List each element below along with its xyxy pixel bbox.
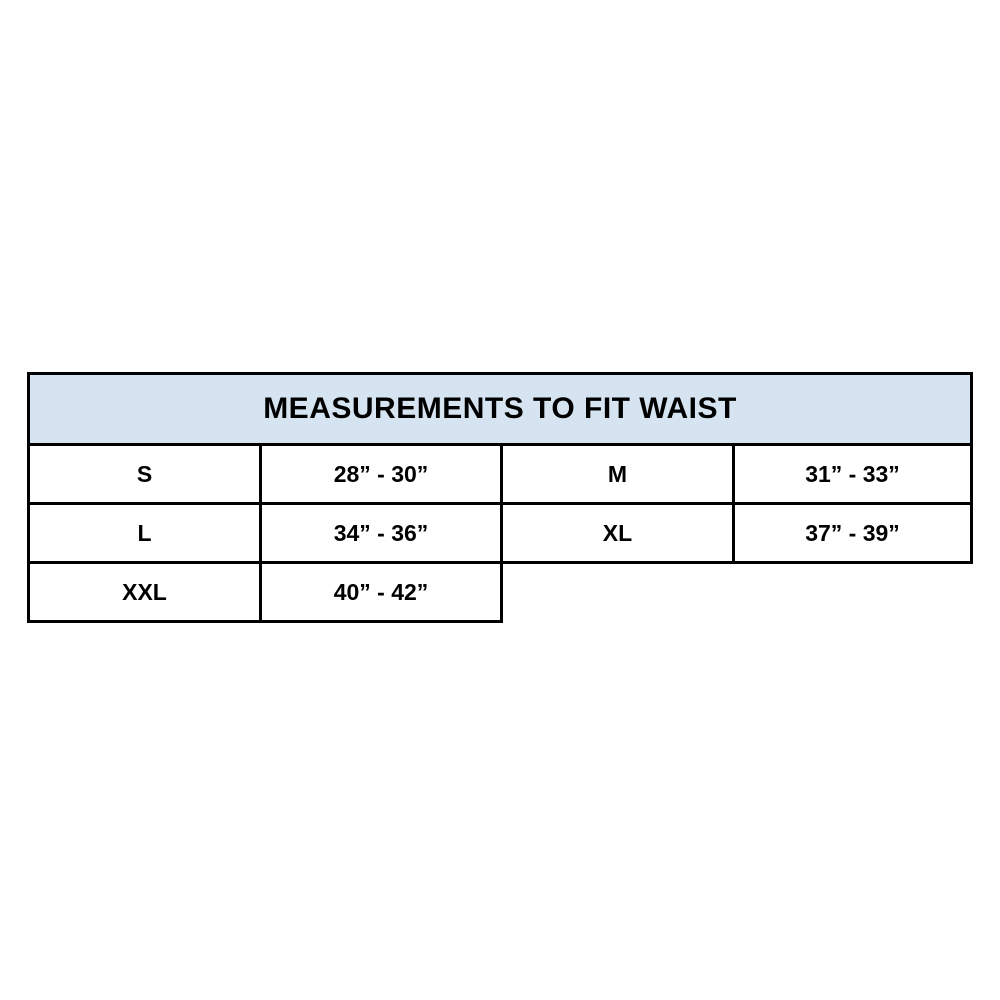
size-label-s: S bbox=[29, 445, 261, 504]
empty-cell bbox=[502, 563, 734, 622]
size-label-xxl: XXL bbox=[29, 563, 261, 622]
table-header-row bbox=[29, 374, 972, 445]
size-label-xl: XL bbox=[502, 504, 734, 563]
size-range-m: 31” - 33” bbox=[734, 445, 972, 504]
size-range-s: 28” - 30” bbox=[261, 445, 502, 504]
size-range-xl: 37” - 39” bbox=[734, 504, 972, 563]
table-row bbox=[29, 445, 972, 504]
table-row bbox=[29, 504, 972, 563]
size-range-xxl: 40” - 42” bbox=[261, 563, 502, 622]
empty-cell bbox=[734, 563, 972, 622]
size-chart-table bbox=[27, 372, 973, 623]
size-label-l: L bbox=[29, 504, 261, 563]
chart-title: MEASUREMENTS TO FIT WAIST bbox=[29, 374, 972, 445]
size-label-m: M bbox=[502, 445, 734, 504]
size-range-l: 34” - 36” bbox=[261, 504, 502, 563]
table-row bbox=[29, 563, 972, 622]
